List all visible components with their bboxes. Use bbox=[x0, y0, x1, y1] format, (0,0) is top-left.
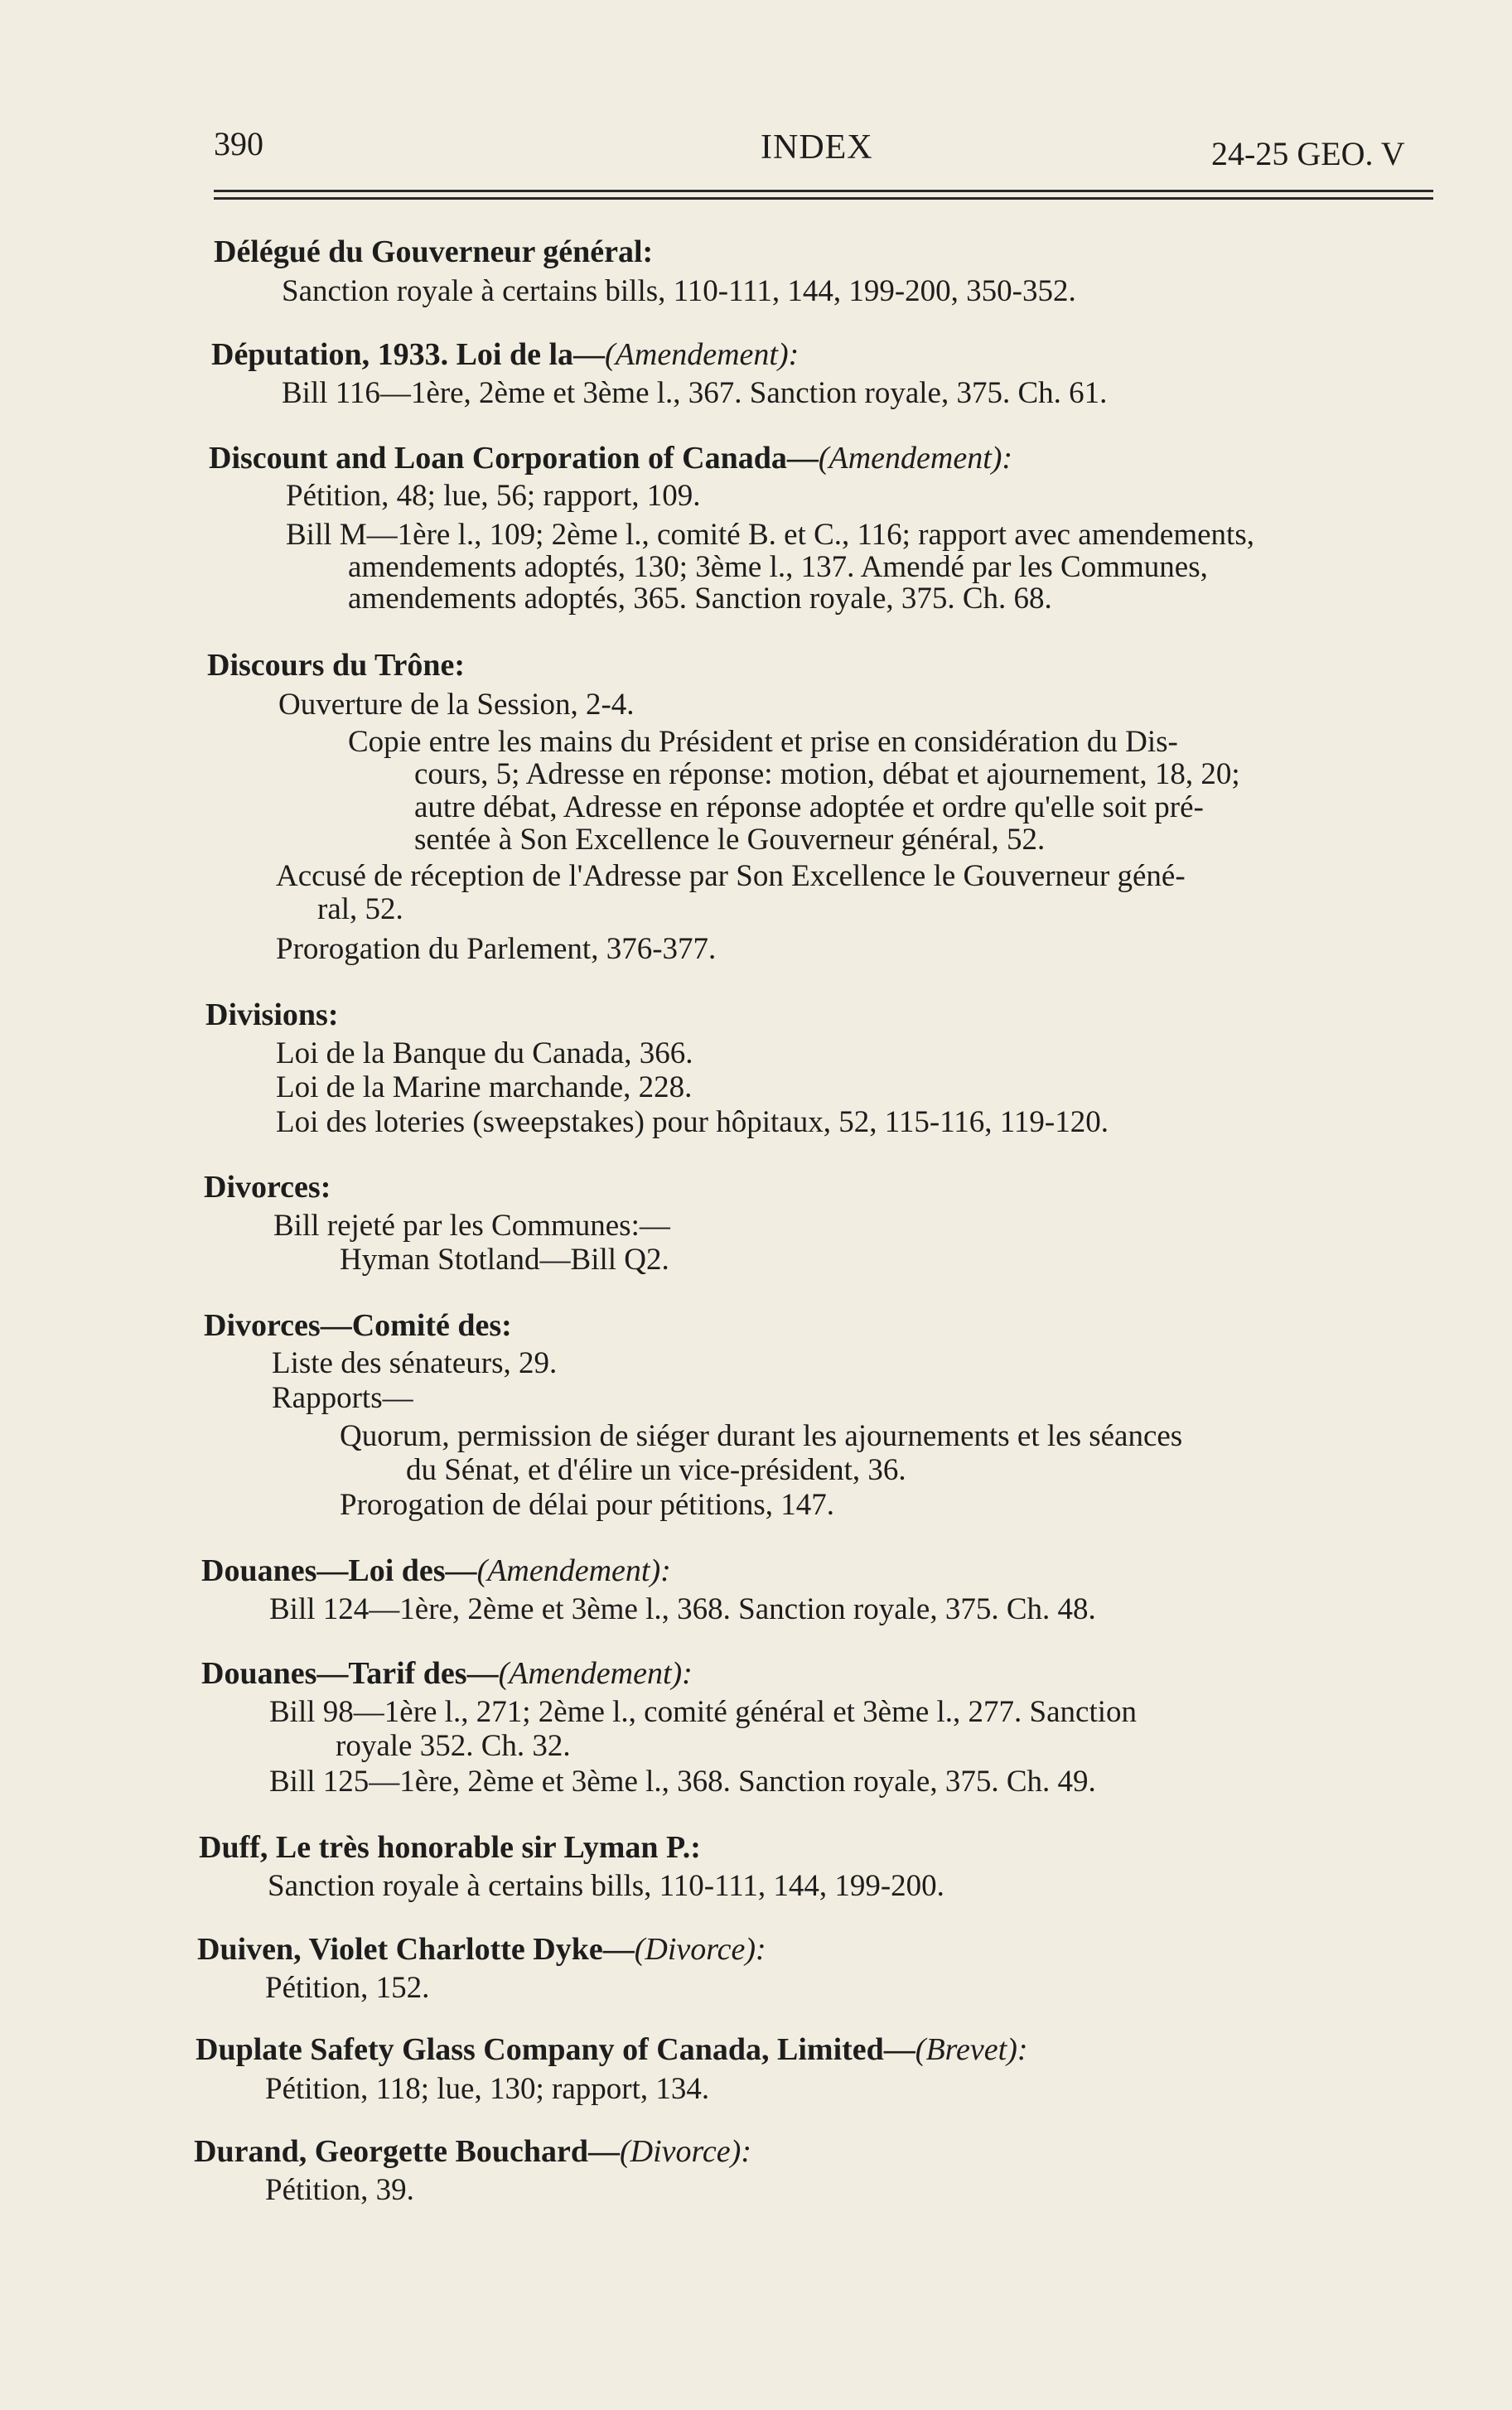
entry-line: cours, 5; Adresse en réponse: motion, débat et ajournement, 18, 20; bbox=[414, 757, 1240, 791]
entry-line: Ouverture de la Session, 2-4. bbox=[278, 688, 635, 722]
entry-heading bbox=[209, 440, 1452, 476]
entry-heading bbox=[214, 234, 1456, 270]
entry-line: Loi des loteries (sweepstakes) pour hôpitaux, 52, 115-116, 119-120. bbox=[276, 1105, 1109, 1139]
entry-heading bbox=[204, 1169, 1447, 1205]
entry-line: Prorogation du Parlement, 376-377. bbox=[276, 932, 717, 966]
entry-line: Sanction royale à certains bills, 110-111, 144, 199-200. bbox=[268, 1869, 944, 1903]
entry-heading-qualifier: (Divorce): bbox=[634, 1932, 766, 1967]
entry-heading-text: Duiven, Violet Charlotte Dyke— bbox=[197, 1932, 635, 1967]
entry-line: Sanction royale à certains bills, 110-111, 144, 199-200, 350-352. bbox=[282, 274, 1076, 308]
entry-line: Bill rejeté par les Communes:— bbox=[273, 1209, 670, 1243]
entry-heading bbox=[197, 1931, 1440, 1968]
entry-heading bbox=[196, 2031, 1438, 2068]
entry-heading-text: Députation, 1933. Loi de la— bbox=[211, 337, 606, 372]
entry-line: Bill M—1ère l., 109; 2ème l., comité B. et C., 116; rapport avec amendements, bbox=[286, 518, 1254, 552]
entry-heading bbox=[194, 2133, 1437, 2170]
page-title: INDEX bbox=[761, 128, 873, 167]
entry-line: sentée à Son Excellence le Gouverneur général, 52. bbox=[414, 823, 1046, 857]
entry-heading-text: Discount and Loan Corporation of Canada— bbox=[209, 441, 819, 476]
entry-heading-qualifier: (Divorce): bbox=[620, 2134, 751, 2169]
entry-heading bbox=[205, 997, 1448, 1033]
page-number: 390 bbox=[214, 125, 263, 162]
entry-heading-qualifier: (Amendement): bbox=[818, 441, 1013, 476]
header-rule-top bbox=[214, 190, 1433, 192]
entry-heading bbox=[199, 1829, 1442, 1866]
entry-line: Loi de la Banque du Canada, 366. bbox=[276, 1036, 693, 1070]
entry-line: amendements adoptés, 130; 3ème l., 137. Amendé par les Communes, bbox=[348, 550, 1208, 584]
entry-heading-text: Duplate Safety Glass Company of Canada, Limited— bbox=[196, 2032, 915, 2067]
entry-heading bbox=[201, 1655, 1444, 1692]
entry-heading-text: Douanes—Tarif des— bbox=[201, 1656, 499, 1691]
entry-heading-text: Divisions: bbox=[205, 997, 339, 1032]
entry-line: Quorum, permission de siéger durant les ajournements et les séances bbox=[340, 1419, 1183, 1453]
entry-line: Hyman Stotland—Bill Q2. bbox=[340, 1243, 669, 1277]
entry-line: Rapports— bbox=[272, 1381, 413, 1415]
entry-heading-qualifier: (Amendement): bbox=[605, 337, 799, 372]
entry-heading-text: Duff, Le très honorable sir Lyman P.: bbox=[199, 1830, 701, 1865]
entry-line: Prorogation de délai pour pétitions, 147. bbox=[340, 1488, 835, 1522]
entry-line: Loi de la Marine marchande, 228. bbox=[276, 1070, 693, 1104]
entry-heading-text: Douanes—Loi des— bbox=[201, 1553, 477, 1588]
entry-line: amendements adoptés, 365. Sanction royale, 375. Ch. 68. bbox=[348, 582, 1052, 616]
entry-line: Pétition, 152. bbox=[265, 1971, 430, 2005]
entry-heading bbox=[204, 1307, 1447, 1344]
entry-line: ral, 52. bbox=[317, 892, 403, 926]
entry-line: du Sénat, et d'élire un vice-président, 36. bbox=[406, 1453, 906, 1487]
entry-heading-qualifier: (Brevet): bbox=[915, 2032, 1028, 2067]
entry-line: Bill 116—1ère, 2ème et 3ème l., 367. Sanction royale, 375. Ch. 61. bbox=[282, 376, 1108, 410]
entry-heading bbox=[207, 647, 1450, 683]
entry-line: Pétition, 118; lue, 130; rapport, 134. bbox=[265, 2072, 710, 2106]
entry-heading bbox=[211, 336, 1454, 373]
session-label: 24-25 GEO. V bbox=[1211, 135, 1405, 172]
entry-heading-text: Durand, Georgette Bouchard— bbox=[194, 2134, 621, 2169]
entry-line: Bill 125—1ère, 2ème et 3ème l., 368. Sanction royale, 375. Ch. 49. bbox=[269, 1765, 1096, 1799]
entry-line: Liste des sénateurs, 29. bbox=[272, 1346, 558, 1380]
entry-heading bbox=[201, 1553, 1444, 1589]
entry-heading-text: Discours du Trône: bbox=[207, 648, 466, 683]
entry-line: autre débat, Adresse en réponse adoptée et ordre qu'elle soit pré- bbox=[414, 790, 1204, 824]
entry-line: Bill 124—1ère, 2ème et 3ème l., 368. Sanction royale, 375. Ch. 48. bbox=[269, 1592, 1096, 1626]
entry-heading-qualifier: (Amendement): bbox=[498, 1656, 693, 1691]
entry-line: Copie entre les mains du Président et prise en considération du Dis- bbox=[348, 725, 1178, 759]
entry-heading-text: Divorces: bbox=[204, 1170, 331, 1205]
entry-line: Pétition, 48; lue, 56; rapport, 109. bbox=[286, 479, 701, 513]
entry-heading-text: Délégué du Gouverneur général: bbox=[214, 234, 654, 269]
header-rule-bottom bbox=[214, 197, 1433, 200]
entry-line: Accusé de réception de l'Adresse par Son Excellence le Gouverneur géné- bbox=[276, 859, 1186, 893]
entry-heading-qualifier: (Amendement): bbox=[476, 1553, 671, 1588]
entry-line: Bill 98—1ère l., 271; 2ème l., comité général et 3ème l., 277. Sanction bbox=[269, 1695, 1138, 1729]
entry-line: royale 352. Ch. 32. bbox=[336, 1729, 571, 1763]
entry-line: Pétition, 39. bbox=[265, 2173, 414, 2207]
entry-heading-text: Divorces—Comité des: bbox=[204, 1308, 512, 1343]
